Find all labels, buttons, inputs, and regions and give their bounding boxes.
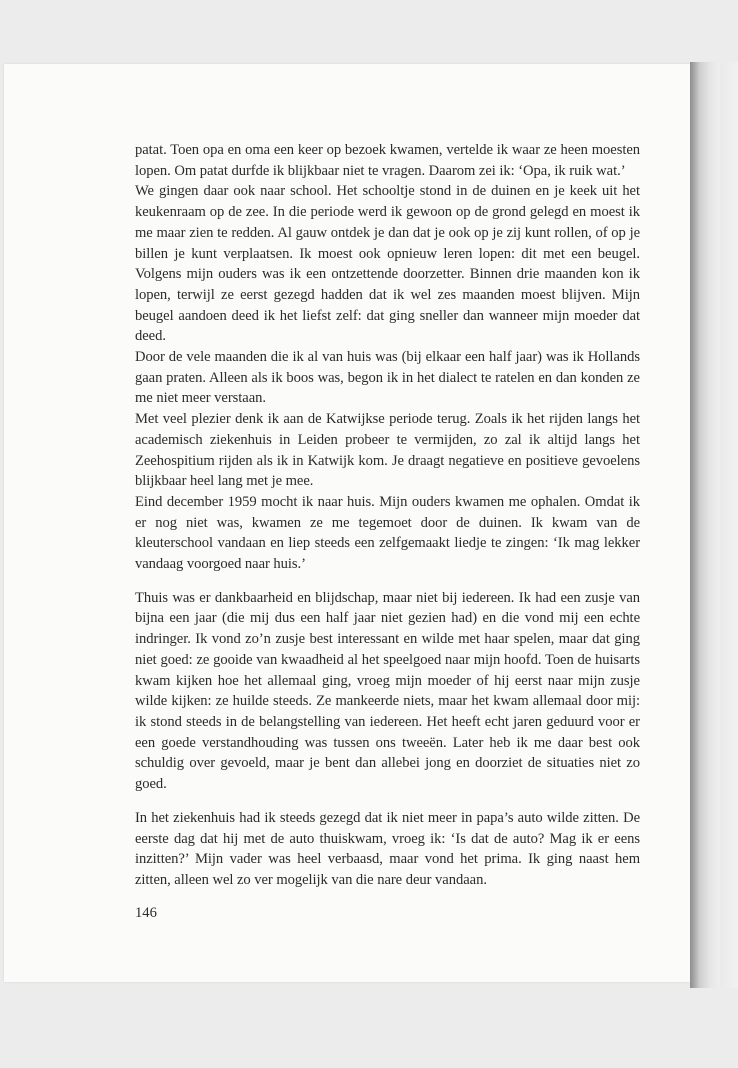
paragraph: In het ziekenhuis had ik steeds gezegd dat ik niet meer in papa’s auto wilde zitten. De eerste dag dat hij met de auto thuiskwam, vroeg ik: ‘Is dat de auto? Mag ik er eens inzitten?’ Mijn vader was heel verbaasd, maar vond het prima. Ik ging naast hem zitten, alleen wel zo ver mogelijk van die nare deur vandaan.	[135, 809, 640, 888]
paragraph: patat. Toen opa en oma een keer op bezoek kwamen, vertelde ik waar ze heen moesten lopen. Om patat durfde ik blijkbaar niet te vragen. Daarom zei ik: ‘Opa, ik ruik wat.’	[135, 142, 640, 179]
page-edge-stack	[690, 62, 720, 988]
body-text	[135, 140, 640, 891]
page-edge-shadow	[720, 62, 738, 988]
paragraph: Eind december 1959 mocht ik naar huis. Mijn ouders kwamen me ophalen. Omdat ik er nog niet was, kwamen ze me tegemoet door de duinen. Ik kwam van de kleuterschool vandaan en liep steeds een zelfgemaakt liedje te zingen: ‘Ik mag lekker vandaag voorgoed naar huis.’	[135, 493, 640, 573]
page-number: 146	[135, 905, 157, 921]
paragraph: Thuis was er dankbaarheid en blijdschap, maar niet bij iedereen. Ik had een zusje van bijna een jaar (die mij dus een half jaar niet gezien had) en die vond mij een echte indringer. Ik vond zo’n zusje best interessant en wilde met haar spelen, maar dat ging niet goed: ze gooide van kwaadheid al het speelgoed naar mijn hoofd. Toen de huisarts kwam kijken hoe het allemaal ging, vroeg mijn moeder of hij eerst naar mijn zusje wilde kijken: ze huilde steeds. Ze mankeerde niets, maar het kwam allemaal door mij: ik stond steeds in de belangstelling van iedereen. Het heeft echt jaren geduurd voor er een goede verstandhouding was tussen ons tweeën. Later heb ik me daar best ook schuldig over gevoeld, maar je bent dan allebei jong en doorziet de situaties niet zo goed.	[135, 589, 640, 793]
paragraph: Door de vele maanden die ik al van huis was (bij elkaar een half jaar) was ik Hollands gaan praten. Alleen als ik boos was, begon ik in het dialect te ratelen en dan konden ze me niet meer verstaan.	[135, 349, 640, 407]
paragraph: Met veel plezier denk ik aan de Katwijkse periode terug. Zoals ik het rijden langs het academisch ziekenhuis in Leiden probeer te vermijden, zo zal ik altijd langs het Zeehospitium rijden als ik in Katwijk kom. Je draagt negatieve en positieve gevoelens blijkbaar heel lang met je mee.	[135, 411, 640, 490]
paragraph: We gingen daar ook naar school. Het schooltje stond in de duinen en je keek uit het keukenraam op de zee. In die periode werd ik gewoon op de grond gelegd en moest ik me maar zien te redden. Al gauw ontdek je dan dat je ook op je zij kunt rollen, of op je billen je kunt verplaatsen. Ik moest ook opnieuw leren lopen: dit met een beugel. Volgens mijn ouders was ik een ontzettende doorzetter. Binnen drie maanden kon ik lopen, terwijl ze eerst gezegd hadden dat ik wel zes maanden moest blijven. Mijn beugel aandoen deed ik het liefst zelf: dat ging sneller dan wanneer mijn moeder dat deed.	[135, 183, 640, 345]
